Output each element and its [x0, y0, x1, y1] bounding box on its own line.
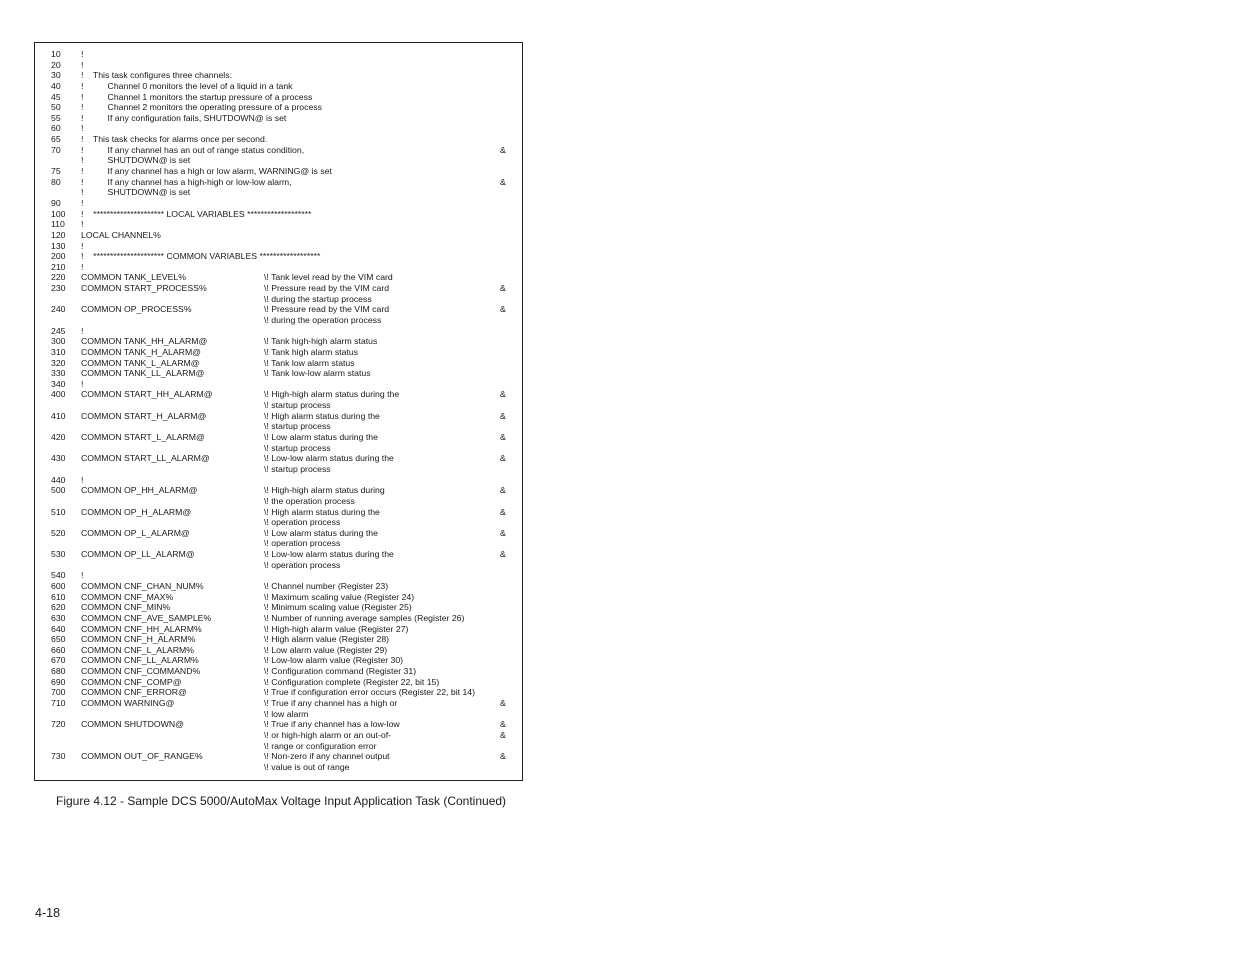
code-text: ! — [81, 123, 84, 134]
listing-line — [35, 70, 522, 81]
comment-text: \! range or configuration error — [264, 740, 377, 751]
comment-text: \! High-high alarm status during the — [264, 389, 400, 400]
comment-text: \! High-high alarm value (Register 27) — [264, 623, 409, 634]
line-number: 500 — [51, 485, 66, 496]
comment-text: \! True if any channel has a low-low — [264, 719, 400, 730]
code-text: ! If any configuration fails, SHUTDOWN@ is set — [81, 112, 287, 123]
line-number: 330 — [51, 368, 66, 379]
listing-line — [35, 209, 522, 220]
listing-line — [35, 145, 522, 156]
listing-line — [35, 751, 522, 762]
line-number: 600 — [51, 581, 66, 591]
comment-text: \! operation process — [264, 517, 341, 528]
listing-line — [35, 719, 522, 730]
comment-text: \! Configuration command (Register 31) — [264, 666, 417, 677]
listing-line — [35, 741, 522, 752]
comment-text: \! Tank low alarm status — [264, 357, 355, 368]
code-text: ! Channel 1 monitors the startup pressure of a process — [81, 91, 313, 102]
code-text: ! — [81, 219, 84, 230]
line-number: 300 — [51, 336, 66, 347]
line-number: 245 — [51, 325, 66, 336]
listing-line — [35, 443, 522, 454]
comment-text: \! operation process — [264, 559, 341, 570]
line-number: 620 — [51, 602, 66, 613]
comment-text: \! Pressure read by the VIM card — [264, 304, 390, 315]
listing-line — [35, 411, 522, 422]
code-text: COMMON CNF_HH_ALARM% — [81, 623, 202, 634]
code-text: COMMON OP_H_ALARM@ — [81, 506, 192, 517]
code-text: COMMON OP_L_ALARM@ — [81, 527, 190, 538]
listing-line — [35, 155, 522, 166]
listing-line — [35, 581, 522, 592]
line-number: 650 — [51, 634, 66, 645]
listing-line — [35, 358, 522, 369]
line-number: 610 — [51, 591, 66, 602]
code-text: COMMON TANK_H_ALARM@ — [81, 346, 202, 357]
listing-line — [35, 219, 522, 230]
listing-line — [35, 602, 522, 613]
comment-text: \! Tank low-low alarm status — [264, 368, 371, 379]
comment-text: \! True if any channel has a high or — [264, 698, 398, 709]
code-text: COMMON START_HH_ALARM@ — [81, 389, 213, 400]
continuation-mark: & — [500, 485, 506, 496]
code-text: ! — [81, 325, 84, 336]
line-number: 110 — [51, 219, 65, 230]
line-number: 120 — [51, 229, 66, 240]
line-number: 670 — [51, 655, 66, 666]
listing-line — [35, 549, 522, 560]
listing-line — [35, 347, 522, 358]
listing-line — [35, 102, 522, 113]
line-number: 640 — [51, 623, 66, 634]
continuation-mark: & — [500, 729, 506, 740]
continuation-mark: & — [500, 410, 506, 421]
listing-line — [35, 560, 522, 571]
comment-text: \! Non-zero if any channel output — [264, 751, 390, 762]
listing-line — [35, 336, 522, 347]
code-text: COMMON TANK_LL_ALARM@ — [81, 368, 205, 379]
page-number: 4-18 — [35, 906, 61, 920]
code-text: COMMON WARNING@ — [81, 698, 175, 709]
code-text: ! — [81, 570, 84, 581]
line-number: 60 — [51, 123, 61, 134]
line-number: 310 — [51, 346, 66, 357]
line-number: 50 — [51, 102, 61, 113]
code-text: ! — [81, 197, 84, 208]
comment-text: \! Tank high alarm status — [264, 346, 358, 357]
listing-line — [35, 698, 522, 709]
listing-line — [35, 262, 522, 273]
line-number: 65 — [51, 134, 61, 145]
line-number: 90 — [51, 197, 61, 208]
line-number: 540 — [51, 570, 66, 581]
code-text: COMMON CNF_MAX% — [81, 591, 174, 602]
code-text: COMMON OUT_OF_RANGE% — [81, 751, 203, 762]
code-listing-box — [34, 42, 523, 781]
listing-line — [35, 475, 522, 486]
listing-line — [35, 241, 522, 252]
comment-text: \! Pressure read by the VIM card — [264, 283, 390, 294]
listing-line — [35, 613, 522, 624]
comment-text: \! startup process — [264, 463, 331, 474]
listing-line — [35, 762, 522, 773]
listing-line — [35, 400, 522, 411]
comment-text: \! High alarm status during the — [264, 506, 380, 517]
listing-line — [35, 187, 522, 198]
figure-caption: Figure 4.12 - Sample DCS 5000/AutoMax Voltage Input Application Task (Continued) — [56, 794, 507, 808]
code-text: COMMON CNF_COMMAND% — [81, 666, 201, 677]
listing-line — [35, 570, 522, 581]
comment-text: \! during the startup process — [264, 293, 372, 304]
comment-text: \! Low-low alarm value (Register 30) — [264, 655, 404, 666]
line-number: 40 — [51, 80, 61, 91]
listing-line — [35, 134, 522, 145]
listing-line — [35, 528, 522, 539]
line-number: 400 — [51, 389, 66, 400]
code-text: ! — [81, 240, 84, 251]
line-number: 130 — [51, 240, 66, 251]
code-text: ! This task configures three channels: — [81, 70, 232, 81]
comment-text: \! startup process — [264, 442, 331, 453]
listing-line — [35, 198, 522, 209]
code-text: ! ********************* COMMON VARIABLES ****************** — [81, 251, 321, 262]
code-text: ! SHUTDOWN@ is set — [81, 155, 191, 166]
listing-line — [35, 709, 522, 720]
listing-line — [35, 687, 522, 698]
listing-line — [35, 655, 522, 666]
comment-text: \! Tank level read by the VIM card — [264, 272, 393, 283]
listing-line — [35, 464, 522, 475]
continuation-mark: & — [500, 453, 506, 464]
code-text: COMMON START_H_ALARM@ — [81, 410, 207, 421]
comment-text: \! operation process — [264, 538, 341, 549]
listing-line — [35, 453, 522, 464]
code-text: COMMON START_PROCESS% — [81, 283, 207, 294]
line-number: 70 — [51, 144, 61, 155]
listing-line — [35, 645, 522, 656]
line-number: 230 — [51, 283, 66, 294]
line-number: 630 — [51, 612, 66, 623]
comment-text: \! High-high alarm status during — [264, 485, 385, 496]
listing-line — [35, 230, 522, 241]
code-text: COMMON TANK_HH_ALARM@ — [81, 336, 208, 347]
code-text: COMMON TANK_L_ALARM@ — [81, 357, 200, 368]
code-text: ! SHUTDOWN@ is set — [81, 187, 191, 198]
code-text: ! — [81, 59, 84, 70]
line-number: 210 — [51, 261, 66, 272]
code-text: COMMON SHUTDOWN@ — [81, 719, 184, 730]
line-number: 220 — [51, 272, 66, 283]
code-text: ! If any channel has an out of range status condition, — [81, 144, 305, 155]
line-number: 80 — [51, 176, 61, 187]
code-text: COMMON CNF_H_ALARM% — [81, 634, 196, 645]
line-number: 20 — [51, 59, 61, 70]
code-text: ! — [81, 378, 84, 389]
code-text: ! If any channel has a high or low alarm, WARNING@ is set — [81, 166, 332, 177]
listing-line — [35, 677, 522, 688]
line-number: 10 — [51, 49, 61, 59]
listing-line — [35, 113, 522, 124]
comment-text: \! Channel number (Register 23) — [264, 581, 389, 591]
line-number: 440 — [51, 474, 66, 485]
code-text: ! — [81, 49, 84, 59]
listing-line — [35, 92, 522, 103]
code-text: COMMON OP_LL_ALARM@ — [81, 549, 195, 560]
line-number: 510 — [51, 506, 66, 517]
line-number: 430 — [51, 453, 66, 464]
line-number: 30 — [51, 70, 61, 81]
listing-line — [35, 166, 522, 177]
comment-text: \! during the operation process — [264, 315, 382, 325]
listing-line — [35, 496, 522, 507]
comment-text: \! Number of running average samples (Register 26) — [264, 612, 465, 623]
listing-line — [35, 432, 522, 443]
comment-text: \! Maximum scaling value (Register 24) — [264, 591, 415, 602]
comment-text: \! the operation process — [264, 495, 355, 506]
code-text: ! This task checks for alarms once per second. — [81, 134, 268, 145]
continuation-mark: & — [500, 283, 506, 294]
line-number: 530 — [51, 549, 66, 560]
comment-text: \! Minimum scaling value (Register 25) — [264, 602, 412, 613]
code-text: COMMON CNF_MIN% — [81, 602, 171, 613]
comment-text: \! True if configuration error occurs (Register 22, bit 14) — [264, 687, 476, 698]
line-number: 340 — [51, 378, 66, 389]
line-number: 520 — [51, 527, 66, 538]
line-number: 45 — [51, 91, 61, 102]
line-number: 55 — [51, 112, 61, 123]
line-number: 200 — [51, 251, 66, 262]
listing-line — [35, 485, 522, 496]
line-number: 710 — [51, 698, 66, 709]
code-text: COMMON START_L_ALARM@ — [81, 432, 205, 443]
continuation-mark: & — [500, 144, 506, 155]
code-text: COMMON CNF_L_ALARM% — [81, 644, 194, 655]
code-text: ! Channel 2 monitors the operating pressure of a process — [81, 102, 322, 113]
listing-line — [35, 326, 522, 337]
listing-line — [35, 666, 522, 677]
code-text: COMMON CNF_COMP@ — [81, 676, 182, 687]
listing-line — [35, 389, 522, 400]
listing-line — [35, 379, 522, 390]
continuation-mark: & — [500, 432, 506, 443]
comment-text: \! value is out of range — [264, 761, 350, 772]
comment-text: \! High alarm status during the — [264, 410, 380, 421]
listing-line — [35, 507, 522, 518]
listing-line — [35, 368, 522, 379]
code-text: COMMON START_LL_ALARM@ — [81, 453, 210, 464]
continuation-mark: & — [500, 506, 506, 517]
continuation-mark: & — [500, 751, 506, 762]
listing-line — [35, 304, 522, 315]
continuation-mark: & — [500, 304, 506, 315]
comment-text: \! Low alarm status during the — [264, 527, 378, 538]
code-text: COMMON OP_PROCESS% — [81, 304, 192, 315]
continuation-mark: & — [500, 176, 506, 187]
listing-line — [35, 81, 522, 92]
listing-line — [35, 283, 522, 294]
continuation-mark: & — [500, 549, 506, 560]
code-text: COMMON CNF_AVE_SAMPLE% — [81, 612, 212, 623]
code-text: COMMON OP_HH_ALARM@ — [81, 485, 198, 496]
line-number: 410 — [51, 410, 66, 421]
line-number: 420 — [51, 432, 66, 443]
continuation-mark: & — [500, 719, 506, 730]
comment-text: \! low alarm — [264, 708, 309, 719]
listing-line — [35, 624, 522, 635]
listing-line — [35, 251, 522, 262]
comment-text: \! Low-low alarm status during the — [264, 453, 394, 464]
listing-line — [35, 272, 522, 283]
code-text: ! If any channel has a high-high or low-low alarm, — [81, 176, 292, 187]
comment-text: \! Tank high-high alarm status — [264, 336, 378, 347]
line-number: 660 — [51, 644, 66, 655]
comment-text: \! or high-high alarm or an out-of- — [264, 729, 391, 740]
code-text: ! — [81, 261, 84, 272]
listing-line — [35, 60, 522, 71]
listing-line — [35, 634, 522, 645]
comment-text: \! Configuration complete (Register 22, bit 15) — [264, 676, 440, 687]
line-number: 690 — [51, 676, 66, 687]
code-text: COMMON CNF_CHAN_NUM% — [81, 581, 204, 591]
line-number: 720 — [51, 719, 66, 730]
comment-text: \! Low alarm value (Register 29) — [264, 644, 388, 655]
continuation-mark: & — [500, 527, 506, 538]
line-number: 700 — [51, 687, 66, 698]
code-text: COMMON CNF_LL_ALARM% — [81, 655, 199, 666]
continuation-mark: & — [500, 389, 506, 400]
continuation-mark: & — [500, 698, 506, 709]
line-number: 320 — [51, 357, 66, 368]
line-number: 240 — [51, 304, 66, 315]
comment-text: \! High alarm value (Register 28) — [264, 634, 390, 645]
comment-text: \! Low alarm status during the — [264, 432, 378, 443]
listing-line — [35, 517, 522, 528]
code-text: COMMON CNF_ERROR@ — [81, 687, 187, 698]
line-number: 100 — [51, 208, 66, 219]
comment-text: \! startup process — [264, 421, 331, 432]
listing-line — [35, 49, 522, 60]
listing-line — [35, 538, 522, 549]
listing-line — [35, 421, 522, 432]
code-text: ! ********************* LOCAL VARIABLES ******************* — [81, 208, 312, 219]
listing-line — [35, 123, 522, 134]
listing-line — [35, 592, 522, 603]
listing-line — [35, 177, 522, 188]
listing-line — [35, 730, 522, 741]
code-text: ! Channel 0 monitors the level of a liquid in a tank — [81, 80, 293, 91]
code-text: COMMON TANK_LEVEL% — [81, 272, 186, 283]
comment-text: \! startup process — [264, 400, 331, 411]
line-number: 75 — [51, 166, 61, 177]
code-text: ! — [81, 474, 84, 485]
comment-text: \! Low-low alarm status during the — [264, 549, 394, 560]
code-text: LOCAL CHANNEL% — [81, 229, 161, 240]
line-number: 680 — [51, 666, 66, 677]
line-number: 730 — [51, 751, 66, 762]
listing-line — [35, 294, 522, 305]
listing-line — [35, 315, 522, 326]
